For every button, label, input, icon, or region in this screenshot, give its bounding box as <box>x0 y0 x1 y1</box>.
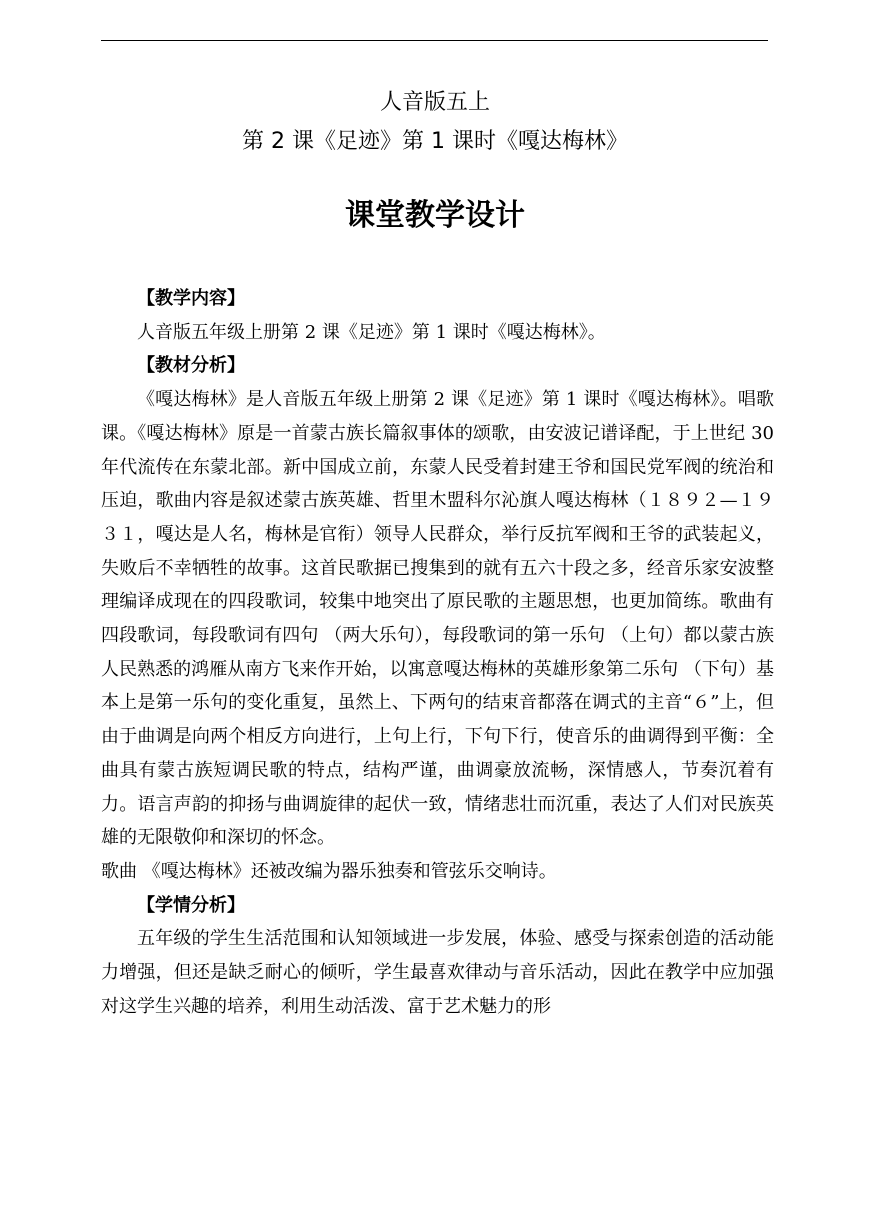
section-heading-students: 【学情分析】 <box>137 894 245 916</box>
header-rule <box>101 40 768 41</box>
doc-title: 课堂教学设计 <box>345 198 525 233</box>
doc-subtitle-edition: 人音版五上 <box>379 90 490 115</box>
section-heading-content: 【教学内容】 <box>137 288 245 309</box>
section-heading-analysis: 【教材分析】 <box>137 355 245 377</box>
doc-subtitle-lesson: 第 2 课《足迹》第 1 课时《嘎达梅林》 <box>242 129 628 154</box>
section-text-content: 人音版五年级上册第 2 课《足迹》第 1 课时《嘎达梅林》。 <box>137 321 606 343</box>
document-body <box>101 282 774 1023</box>
section-text-students: 五年级的学生生活范围和认知领域进一步发展，体验、感受与探索创造的活动能力增强，但还是缺乏耐心的倾听，学生最喜欢律动与音乐活动，因此在教学中应加强对这学生兴趣的培养，利用生动活泼、富于艺术魅力的形 <box>101 928 774 1017</box>
section-text-analysis-note: 歌曲 《嘎达梅林》还被改编为器乐独奏和管弦乐交响诗。 <box>101 860 557 882</box>
section-text-analysis: 《嘎达梅林》是人音版五年级上册第 2 课《足迹》第 1 课时《嘎达梅林》。唱歌课。《嘎达梅林》原是一首蒙古族长篇叙事体的颂歌，由安波记谱译配，于上世纪 30 年代流传在东蒙北部。新中国成立前，东蒙人民受着封建王爷和国民党军阀的统治和压迫，歌曲内容是叙述蒙古族英雄、哲里木盟科尔沁旗人嘎达梅林（１８９２—１９３１，嘎达是人名，梅林是官衔）领导人民群众，举行反抗军阀和王爷的武装起义，失败后不幸牺牲的故事。这首民歌据已搜集到的就有五六十段之多，经音乐家安波整理编译成现在的四段歌词，较集中地突出了原民歌的主题思想，也更加简练。歌曲有四段歌词，每段歌词有四句 （两大乐句），每段歌词的第一乐句 （上句）都以蒙古族人民熟悉的鸿雁从南方飞来作开始，以寓意嘎达梅林的英雄形象第二乐句 （下句）基本上是第一乐句的变化重复，虽然上、下两句的结束音都落在调式的主音“６”上，但由于曲调是向两个相反方向进行，上句上行，下句下行，使音乐的曲调得到平衡：全曲具有蒙古族短调民歌的特点，结构严谨，曲调豪放流畅，深情感人，节奏沉着有力。语言声韵的抑扬与曲调旋律的起伏一致，情绪悲壮而沉重，表达了人们对民族英雄的无限敬仰和深切的怀念。 <box>101 389 774 849</box>
